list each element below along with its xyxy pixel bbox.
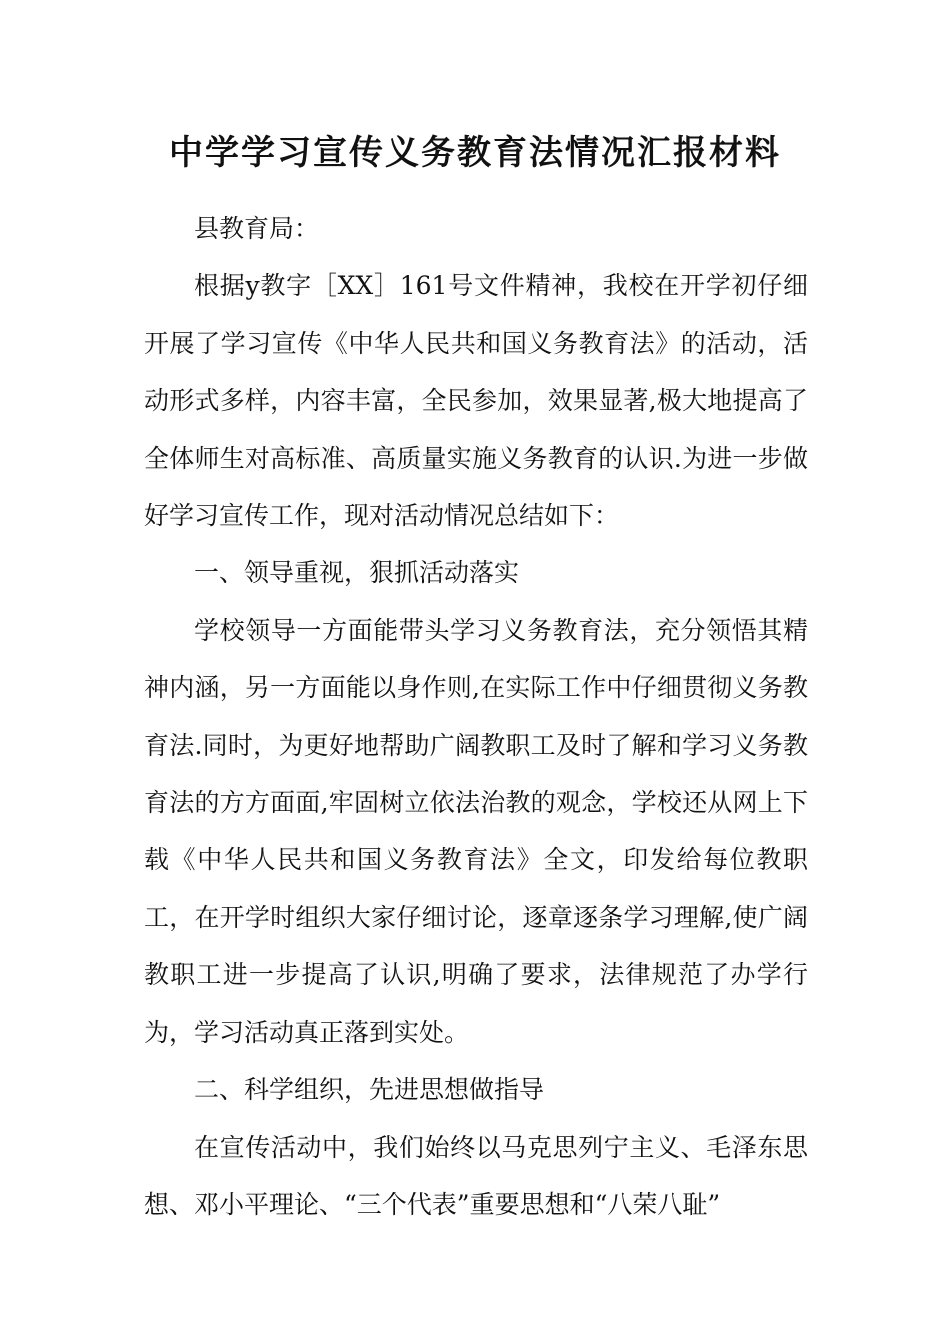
paragraph-section-2: 在宣传活动中，我们始终以马克思列宁主义、毛泽东思想、邓小平理论、“三个代表”重要思想和“八荣八耻” bbox=[144, 1132, 808, 1219]
salutation: 县教育局： bbox=[194, 214, 320, 243]
document-title: 中学学习宣传义务教育法情况汇报材料 bbox=[169, 133, 781, 173]
section-heading-2: 二、科学组织，先进思想做指导 bbox=[194, 1075, 545, 1105]
document-body bbox=[144, 200, 808, 1233]
section-heading-1: 一、领导重视，狠抓活动落实 bbox=[194, 558, 520, 588]
paragraph-section-1: 学校领导一方面能带头学习义务教育法，充分领悟其精神内涵，另一方面能以身作则,在实际工作中仔细贯彻义务教育法.同时，为更好地帮助广阔教职工及时了解和学习义务教育法的方方面面,牢固树立依法治教的观念，学校还从网上下载《中华人民共和国义务教育法》全文，印发给每位教职工，在开学时组织大家仔细讨论，逐章逐条学习理解,使广阔教职工进一步提高了认识,明确了要求，法律规范了办学行为，学习活动真正落到实处。 bbox=[144, 615, 808, 1047]
paragraph-intro: 根据y教字［XX］161号文件精神，我校在开学初仔细开展了学习宣传《中华人民共和国义务教育法》的活动，活动形式多样，内容丰富，全民参加，效果显著,极大地提高了全体师生对高标准、高质量实施义务教育的认识.为进一步做好学习宣传工作，现对活动情况总结如下： bbox=[144, 271, 808, 531]
